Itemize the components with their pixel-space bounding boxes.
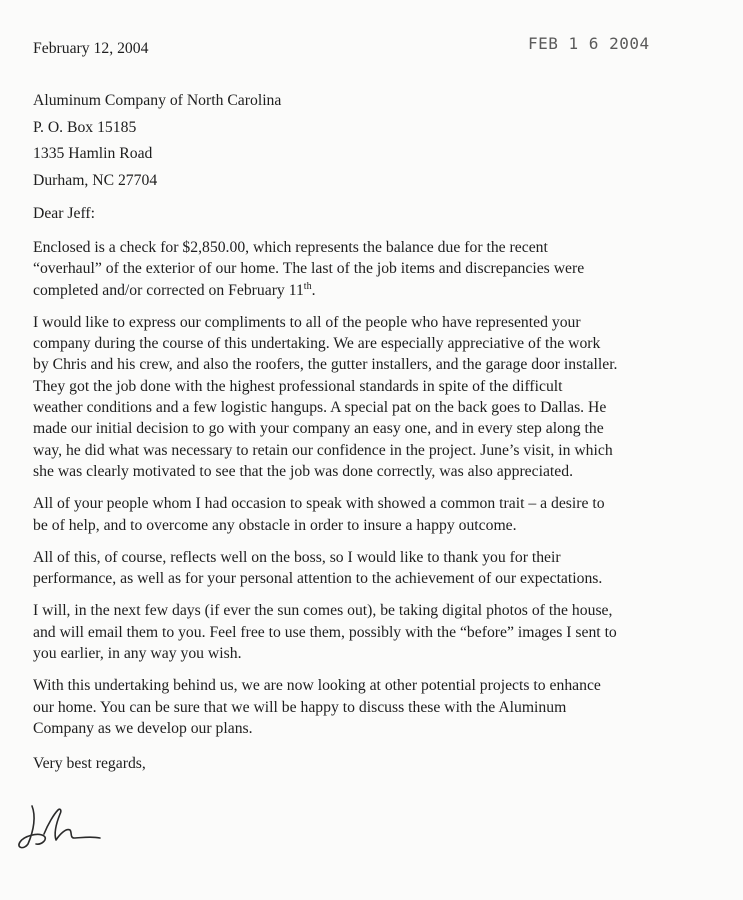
text-line: All of this, of course, reflects well on the boss, so I would like to thank you for their [33, 548, 561, 566]
text-line: she was clearly motivated to see that the job was done correctly, was also appreciated. [33, 462, 573, 480]
text-line: Company as we develop our plans. [33, 719, 253, 737]
paragraph-payment [33, 237, 723, 301]
text-line: and will email them to you. Feel free to use them, possibly with the “before” images I sent to [33, 623, 617, 641]
recipient-city: Durham, NC 27704 [33, 171, 158, 189]
text-line: They got the job done with the highest professional standards in spite of the difficult [33, 377, 563, 395]
text-line: by Chris and his crew, and also the roofers, the gutter installers, and the garage door installer. [33, 356, 618, 374]
received-date-stamp: FEB 1 6 2004 [528, 34, 650, 53]
text-line: performance, as well as for your personal attention to the achievement of our expectations. [33, 570, 603, 588]
recipient-name: Aluminum Company of North Carolina [33, 92, 282, 109]
text-line: I would like to express our compliments to all of the people who have represented your [33, 313, 581, 331]
salutation: Dear Jeff: [33, 205, 95, 222]
text-line: you earlier, in any way you wish. [33, 645, 242, 663]
paragraph-compliments [33, 312, 723, 482]
paragraph-people [33, 493, 723, 536]
text-line: our home. You can be sure that we will be happy to discuss these with the Aluminum [33, 698, 567, 716]
text-line: weather conditions and a few logistic hangups. A special pat on the back goes to Dallas. He [33, 399, 607, 417]
paragraph-future [33, 675, 723, 739]
text-line: All of your people whom I had occasion to speak with showed a common trait – a desire to [33, 495, 605, 513]
letter-date: February 12, 2004 [33, 40, 149, 57]
ordinal-suffix: th [303, 280, 312, 292]
text-line: Enclosed is a check for $2,850.00, which represents the balance due for the recent [33, 239, 548, 256]
text-line: “overhaul” of the exterior of our home. The last of the job items and discrepancies were [33, 260, 585, 278]
paragraph-photos [33, 600, 723, 664]
recipient-street: 1335 Hamlin Road [33, 145, 153, 162]
text-line: be of help, and to overcome any obstacle in order to insure a happy outcome. [33, 516, 517, 534]
text-line: With this undertaking behind us, we are now looking at other potential projects to enhance [33, 677, 601, 695]
signature-icon [14, 798, 124, 858]
letter-body [33, 237, 723, 750]
closing: Very best regards, [33, 755, 146, 772]
recipient-po-box: P. O. Box 15185 [33, 118, 137, 136]
text-line: way, he did what was necessary to retain our confidence in the project. June’s visit, in which [33, 441, 613, 459]
paragraph-thanks [33, 547, 723, 590]
recipient-address [33, 88, 281, 194]
text-line: completed and/or corrected on February 11th. [33, 280, 316, 299]
text-line: made our initial decision to go with your company an easy one, and in every step along the [33, 420, 604, 438]
text-line: company during the course of this undertaking. We are especially appreciative of the work [33, 335, 601, 353]
text-line: I will, in the next few days (if ever the sun comes out), be taking digital photos of the house, [33, 602, 613, 620]
